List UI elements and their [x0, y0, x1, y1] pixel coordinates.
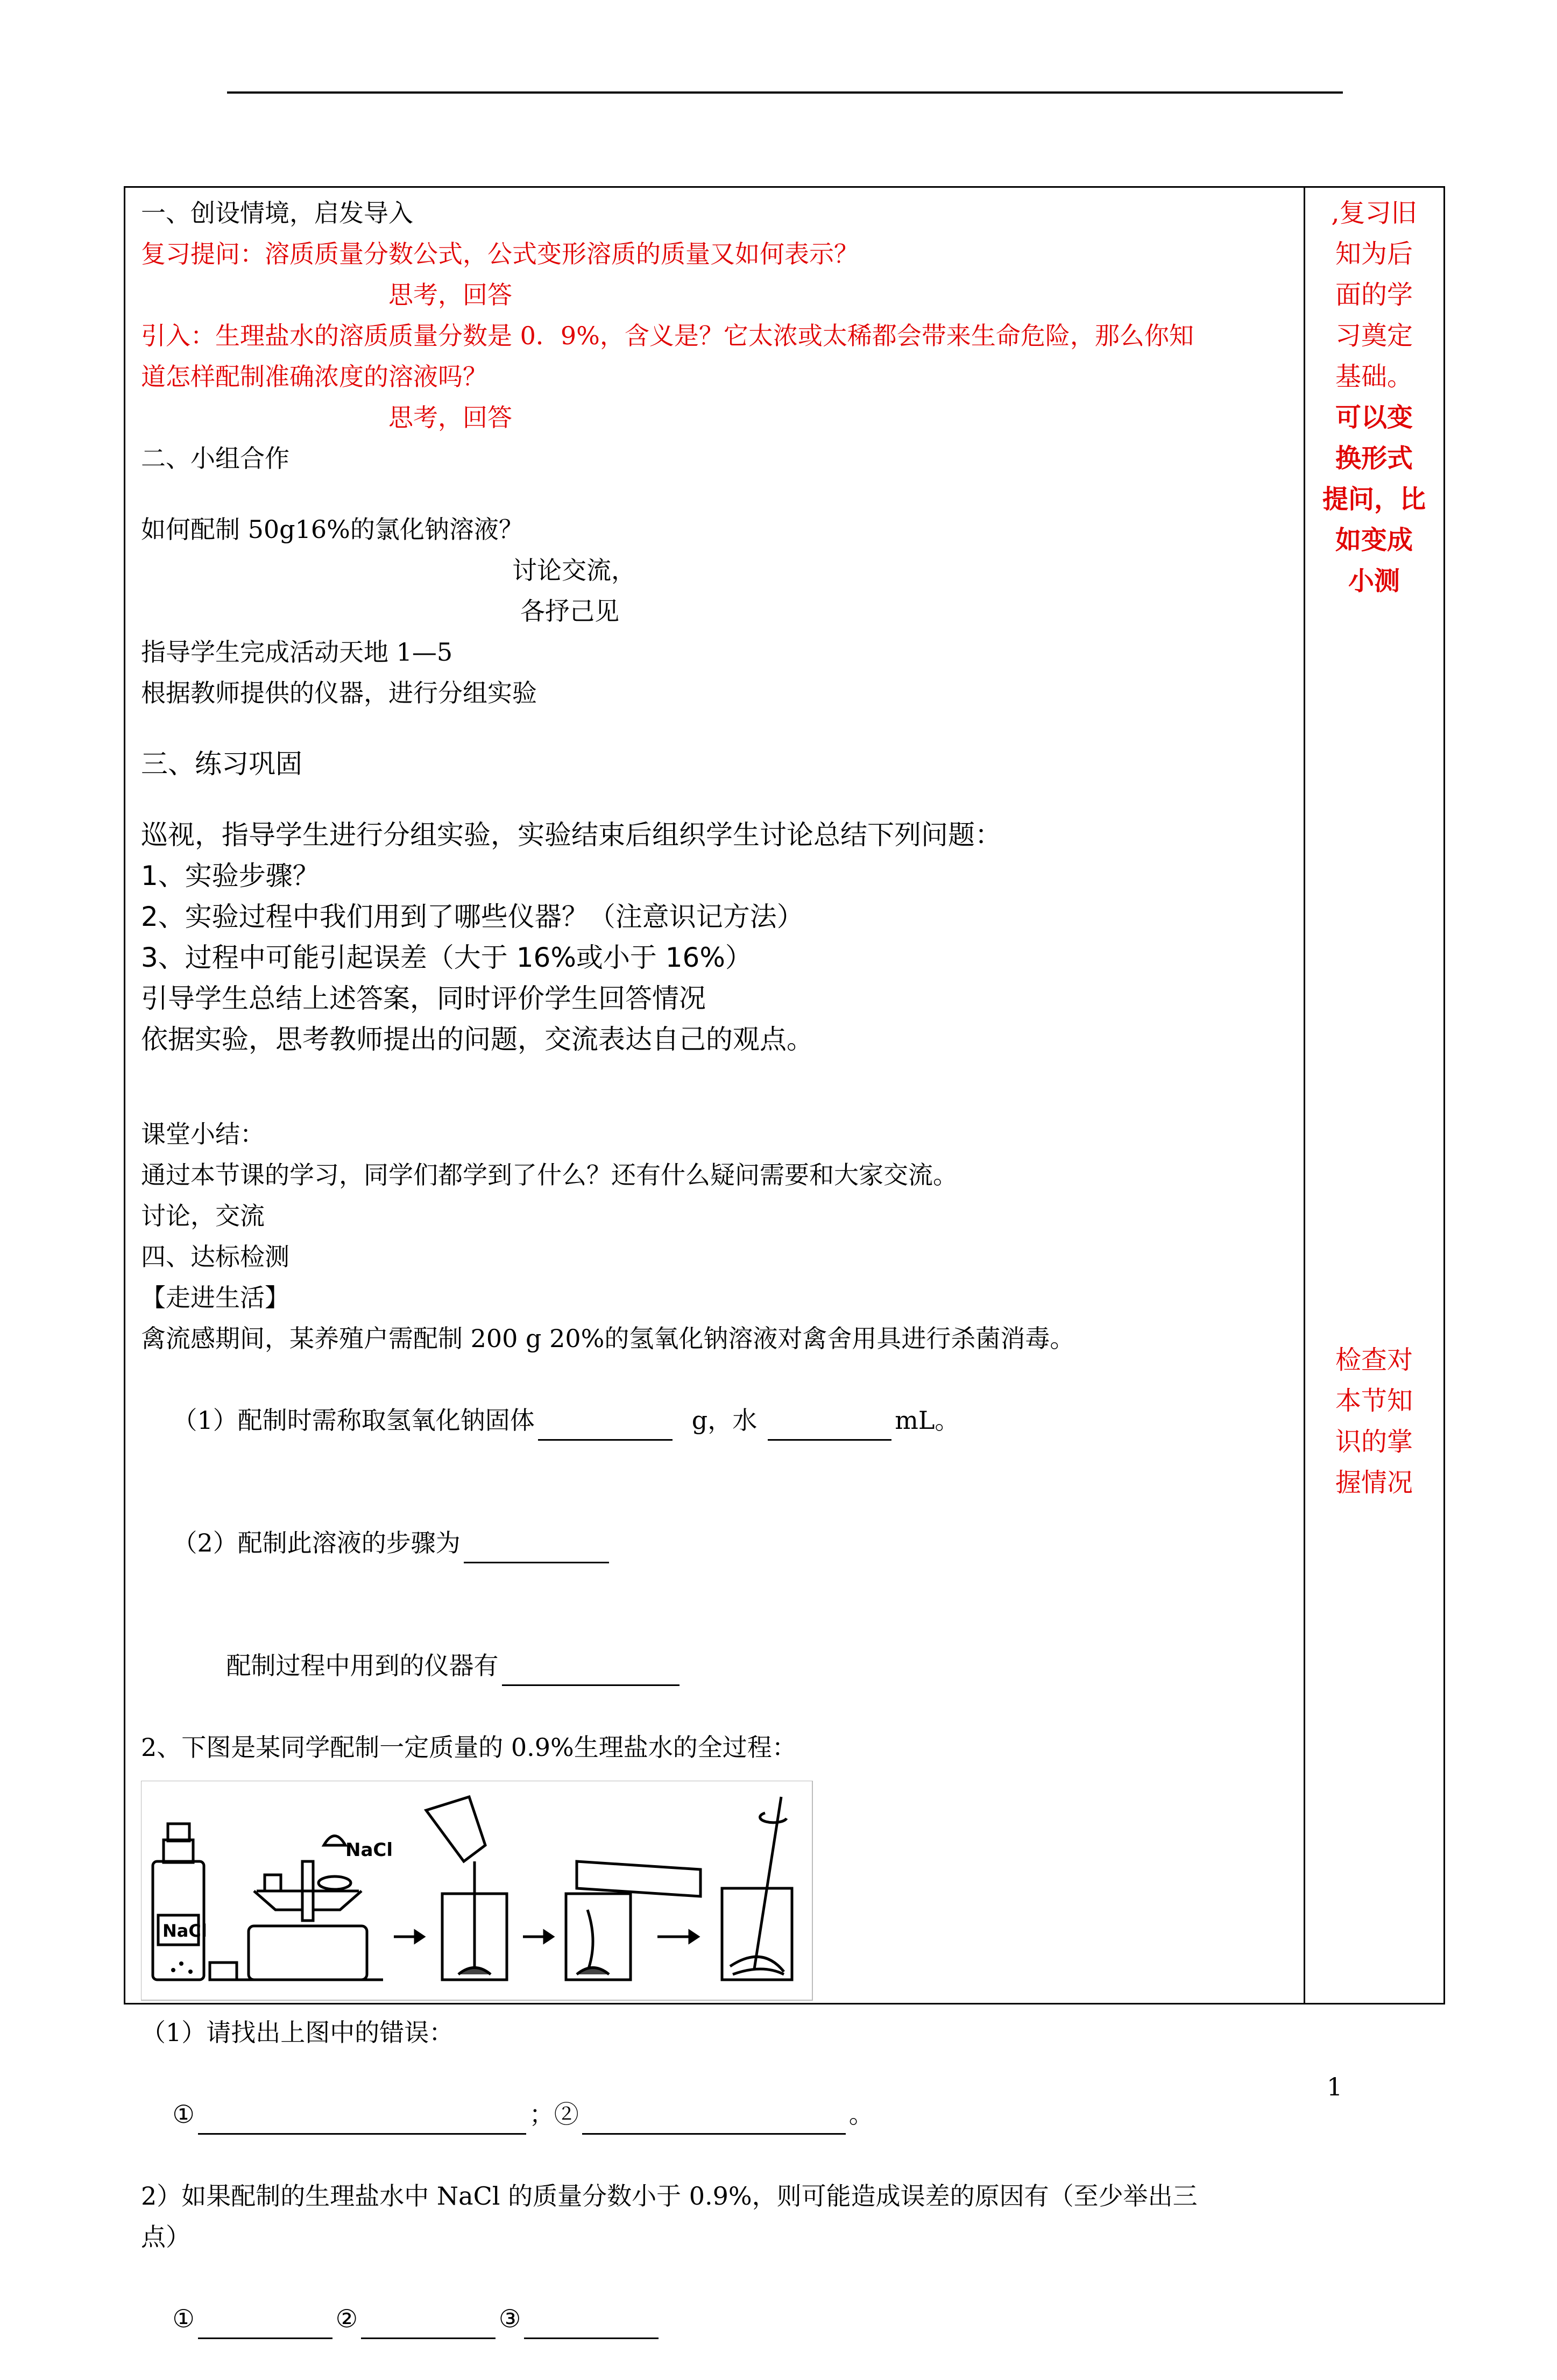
instruction-text: 指导学生完成活动天地 1—5 — [141, 638, 453, 667]
practice-text: 依据实验，思考教师提出的问题，交流表达自己的观点。 — [141, 1024, 813, 1055]
answer-blank[interactable] — [524, 2311, 659, 2339]
subheading-life: 【走进生活】 — [141, 1283, 289, 1312]
practice-text: 巡视，指导学生进行分组实验，实验结束后组织学生讨论总结下列问题： — [141, 819, 1002, 851]
problem-item: （1）请找出上图中的错误： — [141, 2018, 454, 2047]
bottle-label: NaCl — [162, 1921, 207, 1941]
header-rule — [227, 91, 1343, 94]
review-question: 复习提问：溶质质量分数公式，公式变形溶质的质量又如何表示？ — [141, 239, 859, 268]
scale-label: NaCl — [345, 1839, 393, 1861]
student-response: 思考，回答 — [388, 403, 512, 432]
intro-text: 引入：生理盐水的溶质质量分数是 0．9%，含义是？它太浓或太稀都会带来生命危险，那么你知 — [141, 321, 1194, 350]
answer-blank[interactable] — [464, 1535, 609, 1563]
practice-item: 2、实验过程中我们用到了哪些仪器？（注意识记方法） — [141, 901, 804, 932]
process-arrows — [394, 1931, 698, 1942]
answer-blank[interactable] — [198, 2311, 332, 2339]
answer-blank[interactable] — [538, 1412, 673, 1441]
side-note-format: 可以变 换形式 提问，比 如变成 小测 — [1322, 402, 1426, 596]
problem-item: ① ；② 。 — [141, 2053, 1292, 2176]
main-column — [141, 193, 1292, 2380]
discussion-text: 各抒己见 — [520, 597, 619, 626]
saline-preparation-figure — [141, 1781, 813, 2001]
table-column-divider — [1304, 186, 1305, 2004]
problem-item: （1）配制时需称取氢氧化钠固体 g，水 mL。 — [141, 1359, 1292, 1482]
summary-text: 通过本节课的学习，同学们都学到了什么？还有什么疑问需要和大家交流。 — [141, 1160, 958, 1189]
beaker-stirring — [722, 1797, 792, 1980]
section-heading-3: 三、练习巩固 — [141, 748, 302, 780]
problem-text: 2、下图是某同学配制一定质量的 0.9%生理盐水的全过程： — [141, 1733, 797, 1762]
problem-text: 2）如果配制的生理盐水中 NaCl 的质量分数小于 0.9%，则可能造成误差的原因有（至少举出三 — [141, 2181, 1198, 2211]
side-note-review: ,复习旧 知为后 面的学 习奠定 基础。 — [1331, 198, 1417, 392]
problem-item: （2）配制此溶液的步骤为 — [141, 1482, 1292, 1604]
problem-item: ① ② ③ — [141, 2257, 1292, 2380]
summary-text: 讨论，交流 — [141, 1201, 265, 1230]
summary-heading: 课堂小结： — [141, 1120, 265, 1149]
discussion-text: 讨论交流， — [512, 556, 636, 585]
student-response: 思考，回答 — [388, 280, 512, 309]
practice-item: 1、实验步骤？ — [141, 860, 320, 891]
answer-blank[interactable] — [361, 2311, 496, 2339]
section-heading-4: 四、达标检测 — [141, 1242, 289, 1271]
beaker-with-cylinder — [566, 1861, 700, 1980]
practice-text: 引导学生总结上述答案，同时评价学生回答情况 — [141, 983, 706, 1014]
weighing-dish — [210, 1963, 237, 1980]
answer-blank[interactable] — [768, 1412, 891, 1441]
practice-item: 3、过程中可能引起误差（大于 16%或小于 16%） — [141, 942, 752, 973]
reagent-bottle — [153, 1824, 204, 1980]
experiment-diagram — [141, 1781, 813, 2001]
answer-blank[interactable] — [198, 2106, 526, 2135]
section-heading-1: 一、创设情境，启发导入 — [141, 199, 413, 228]
instruction-text: 根据教师提供的仪器，进行分组实验 — [141, 678, 537, 707]
question-text: 如何配制 50g16%的氯化钠溶液？ — [141, 515, 523, 544]
problem-text: 禽流感期间，某养殖户需配制 200 g 20%的氢氧化钠溶液对禽舍用具进行杀菌消毒。 — [141, 1324, 1075, 1353]
problem-text: 点） — [141, 2222, 190, 2251]
page-number: 1 — [1327, 2072, 1343, 2101]
beaker-with-funnel-paper — [426, 1797, 507, 1980]
intro-text-cont: 道怎样配制准确浓度的溶液吗？ — [141, 362, 487, 391]
section-heading-2: 二、小组合作 — [141, 444, 289, 473]
side-note-check: 检查对 本节知 识的掌 握情况 — [1335, 1345, 1413, 1498]
answer-blank[interactable] — [582, 2106, 846, 2135]
problem-item: 配制过程中用到的仪器有 — [141, 1604, 1292, 1727]
answer-blank[interactable] — [502, 1658, 680, 1686]
